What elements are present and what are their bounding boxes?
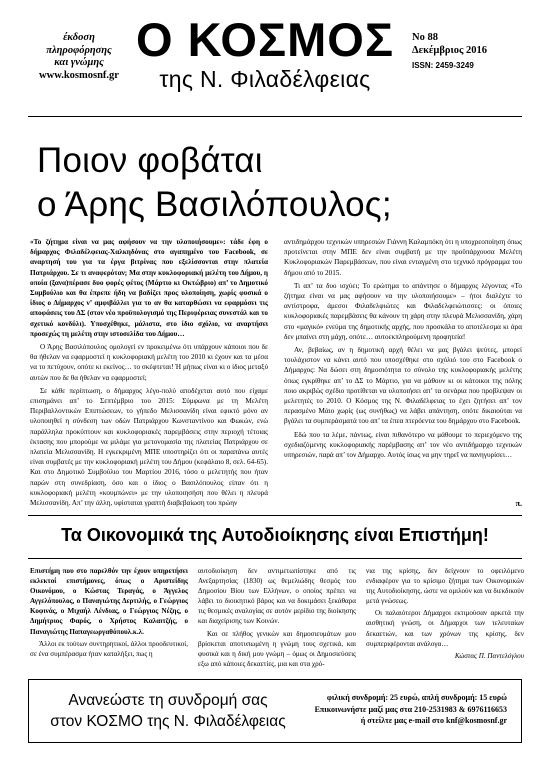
article-paragraph: Τι απ’ τα δυο ισχύει; Το ερώτημα το απάντησε ο δήμαρχος λέγοντας «Το ζήτημα είναι να μας αφήσουν να την υλοποιήσουμε» – ήτοι διαλέχτε το αντίστροφα, άμεσοι Φιλαδελφιώτες και Φιλαδελφειώτισσες: οι όποιες κυκλοφοριακές παρεμβάσεις θα κάνουν τη χάρη στην πλευρά Μελισσανίδη, χάρη στο «μαγικό» ενεύμα της δημοτικής αρχής, που προσκάλα το αποτέλεσμα κι άρα δεν μπαίνει στη μάχη, οπότε… αυτοεκπληρούμενη προφητεία! (284, 281, 522, 341)
masthead-left (28, 32, 130, 82)
newspaper-title: Ο ΚΟΣΜΟΣ (135, 13, 395, 66)
secondary-headline: Τα Οικονομικά της Αυτοδιοίκησης είναι Επιστήμη! (61, 525, 489, 545)
article-paragraph: αντιδημάρχου τεχνικών υπηρεσιών Γιάννη Καλαμπόκη ότι η υποχρεοποίηση όπως προτείνεται στην ΜΠΕ δεν είναι συμβατή με την προϋπάρχουσα Μελέτη Κυκλοφοριακών Παρεμβάσεων, που είναι ενταγμένη στο τεχνικό πρόγραμμα του δήμου από το 2015. (284, 238, 522, 277)
newspaper-subtitle: της Ν. Φιλαδέλφειας (159, 66, 371, 92)
section-divider (28, 558, 522, 559)
issn: ISSN: 2459-3249 (412, 61, 474, 70)
masthead-desc-2: πληροφόρησης (46, 44, 112, 56)
article-author: Κώστας Π. Παντελόγλου (454, 651, 524, 660)
masthead-divider (28, 116, 522, 117)
article-paragraph: νια της κρίσης, δεν δείχνουν το οφειλόμενο ενδιαφέρον για το κρίσιμο ζήτημα των Οικονομικών της Αυτοδιοίκησης, ώστε να ομιλούν και να διεκδικούν μετά γνώσεως. (366, 567, 524, 606)
main-headline-line-2: ο Άρης Βασιλόπουλος; (37, 185, 392, 224)
article-paragraph: Επιστήμη που στο παρελθόν την έχουν υπηρετήσει εκλεκτοί επιστήμονες, όπως ο Αριστείδης Οικονόμου, ο Κώστας Τεραγάς, ο Άγγελος Αγγελόπουλος, ο Παναγιώτης Δερτιλής, ο Γεώργιος Κοφινάς, ο Μιχαήλ Λένδιας, ο Γεώργιος Νέζης, ο Δημήτριος Φαρός, ο Χρήστος Καλαιτζής, ο Παναγιώτης Παπαγεωργαθόπουλ.κ.λ. (30, 567, 188, 636)
article-signoff: π. (515, 499, 522, 508)
secondary-column-3 (366, 566, 524, 663)
article-paragraph: Ο Άρης Βασιλόπουλος ομολογεί εν προκειμένω ότι υπάρχουν κάποιοι που δε θα ήθελαν να εφαρμοστεί η κυκλοφοριακή μελέτη του 2010 κι έχουν και τα μέσα να το πετύχουν, οπότε κι εκείνος… το σκέφτεται! Ή μήπως είναι κι ο ίδιος μεταξύ αυτών που δε θα ήθελαν να εφαρμοστεί; (30, 343, 268, 382)
section-divider (28, 515, 522, 516)
issue-date: Δεκέμβριος 2016 (412, 44, 488, 56)
masthead-website-link[interactable]: www.kosmosnf.gr (39, 69, 119, 81)
subscription-box (28, 679, 522, 743)
masthead-desc-1: έκδοση (63, 32, 95, 43)
masthead-title-block (130, 14, 400, 93)
main-headline (37, 139, 527, 227)
contact-email[interactable]: ή στείλτε μας e-mail στο knf@kosmosnf.gr (360, 716, 507, 725)
issue-number: Νο 88 (412, 32, 438, 43)
article-paragraph: Οι παλαιότεροι Δήμαρχοι εκτιμούσαν αρκετά την αισθητική γνώση, οι Δήμαρχοι των τελευταίων δεκαετιών, και των χρόνων της κρίσης, δεν συμπεριφέρονται ανάλογα… (366, 609, 524, 648)
article-paragraph: Αν, βεβαίως, αν η δημοτική αρχή θέλει να μας βγάλει ψεύτες, μπορεί τουλάχιστον να κάνει αυτό που υποσχέθηκε στο σχόλιό του στο Facebook ο Δήμαρχος: Να δώσει στη δημοσιότητα το σύνολο της κυκλοφοριακής μελέτης όπως εγκρίθηκε απ’ το ΔΣ το Μάρτιο, για να μάθουν κι οι κάτοικοι της πόλης ποιο ακριβώς σχέδιο προτίθεται να υλοποιήσει απ’ τα σενάρια που προβλεψαν οι μελετητές το 2010. Ο Κόσμος της Ν. Φιλαδέλφειας το έχει ζητήσει απ’ τον περασμένο Μάιο χωρίς (ως συνήθως) να λάβει απάντηση, οπότε δικαιούται να βγάλει τα συμπεράσματά του απ’ τα έπεα πτερόεντα του δημάρχου στο Facebook. (284, 346, 522, 426)
secondary-column-1 (30, 566, 188, 661)
secondary-column-2 (198, 566, 356, 671)
masthead-right (406, 32, 522, 73)
contact-phone[interactable]: Επικοινωνήστε μαζί μας στα 210-2531983 & 6976116653 (314, 704, 507, 714)
article-column-left (30, 237, 268, 511)
article-column-right (284, 237, 522, 463)
subscription-fee: φιλική συνδρομή: 25 ευρώ, απλή συνδρομή: 15 ευρώ (326, 693, 507, 702)
article-paragraph: «Το ζήτημα είναι να μας αφήσουν να την υλοποιήσουμε»: τάδε έφη ο δήμαρχος Φιλαδέλφειας-Χαλκηδόνας στο αγαπημένο του Facebook, σε αναρτησή του για τα έργα βιτρίνας που εξελίσσονται στην πλατεία Πατριάρχου. Σε τι αναφερόταν; Μα στην κυκλοφοριακή μελέτη του Δήμου, η οποία (ξανα)πέρασε δυο φορές φέτος (Μάρτιο κι Οκτώβριο) απ’ το Δημοτικό Συμβούλιο και θα έπρεπε ήδη να βαδίζει προς υλοποίηση, χωρίς φυσικά ο ίδιος ο Δήμαρχος ν’ αμφιβάλλει για το αν θα καταρθώσει να εφαρμόσει τις αποφάσεις του ΔΣ (στον νέο προϋπολογισμό της Περιφέρειας συνεστάλ και το σχετικό κονδύλι). Υποσχέθηκε, μάλιστα, στο ίδιο σχόλιο, να αναρτήσει προσεχώς τη μελέτη στην ιστοσελίδα του Δήμου… (30, 238, 268, 338)
subscription-line-1: Ανανεώστε τη συνδρομή σας (68, 692, 268, 709)
masthead (28, 13, 522, 110)
article-paragraph: Εδώ που τα λέμε, πάντως, είναι πιθανότερο να μάθουμε το περιεχόμενο της σχεδιαζόμενης κυκλοφοριακής παρέμβασης απ’ τον νέο αντιδήμαρχο τεχνικών υπηρεσιών, παρά απ’ τον Δήμαρχο. Αυτός ίσως να μην τηρεῖ να πανηγυρίσει… (284, 430, 522, 460)
subscription-line-2: στον ΚΟΣΜΟ της Ν. Φιλαδέλφειας (50, 713, 286, 730)
main-headline-line-1: Ποιον φοβάται (37, 141, 263, 180)
article-paragraph: Και σε πλήθος γενικών και δημοσιευμάτων μου βρίσκεται αποτυπωμένη η γνώμη τους σχετικά, και φυσικά και η δική μου γνώμη – όμως οι Δημοσιεύσεις εξω από κάποιες δεκαετίες, μια και στα χρό- (198, 629, 356, 668)
article-paragraph: Σε κάθε περίπτωση, ο δήμαρχος λέγο-πολύ αποδέχεται αυτό που είχαμε επισημάνει απ’ το Σεπτέμβριο του 2015: Σύμφωνα με τη Μελέτη Περιβαλλοντικών Επιπτώσεων, το γήπεδο Μελισσανίδη είναι εφικτό μόνο αν υλοποιηθεί η σύνδεση των οδών Πατριάρχου Κωνσταντίνου και Φωκών, ενώ παράλληλα προκύπτουν και κυκλοφοριακές παρεμβάσεις στην περιοχή τέτοιας έκτασης που μπορούμε να μιλάμε για μετονομασία της πλατείας Πατριάρχου σε πλατεία Μελισσανίδη. Η εγκεκριμένη ΜΠΕ υποστηρίζει ότι οι παραπάνω αυτές είναι συμβατές με την κυκλοφοριακή μελέτη του Δήμου (κεφάλαιο 8, σελ. 64-65). Και στο Δημοτικό Συμβούλιο του Μαρτίου 2016, τόσο ο μελετητής που ήταν παρών στη συνεδρίαση, όσο και ο ίδιος ο Βασιλόπουλος είπαν ότι η κυκλοφοριακή μελέτη «κουμπώνει» με την υλοποιησήση που θέλει η πλευρά Μελισσανίδη. Απ’ την άλλη, υφίσταται γραπτή διαβεβαίωση του πρώην (30, 386, 268, 508)
masthead-desc-3: και γνώμης (54, 57, 104, 68)
subscription-callout (43, 690, 293, 732)
article-paragraph: Άλλοι εκ τούτων συντηρητικοί, άλλοι προοδευτικοί, σε ένα συμπέρασμα ήταν καταλήξει, πως η (30, 639, 188, 658)
article-paragraph: αυτοδιοίκηση δεν αντιμετωπίστηκε από τις Ανεξαρτησίας (1830) ως θεμελιώδης θεσμός του Δημοσίου Βίου των Ελλήνων, ο οποίος πρέπει να λάβει το διοικητικό βάρος και να δοκιμάσει ξεκάθαρα τις θεσμικές αναλογίας σε αυτόν μερίδιο της διοίκησης και διαχείρισης των Κοινών. (198, 567, 356, 626)
subscription-details (297, 692, 507, 727)
